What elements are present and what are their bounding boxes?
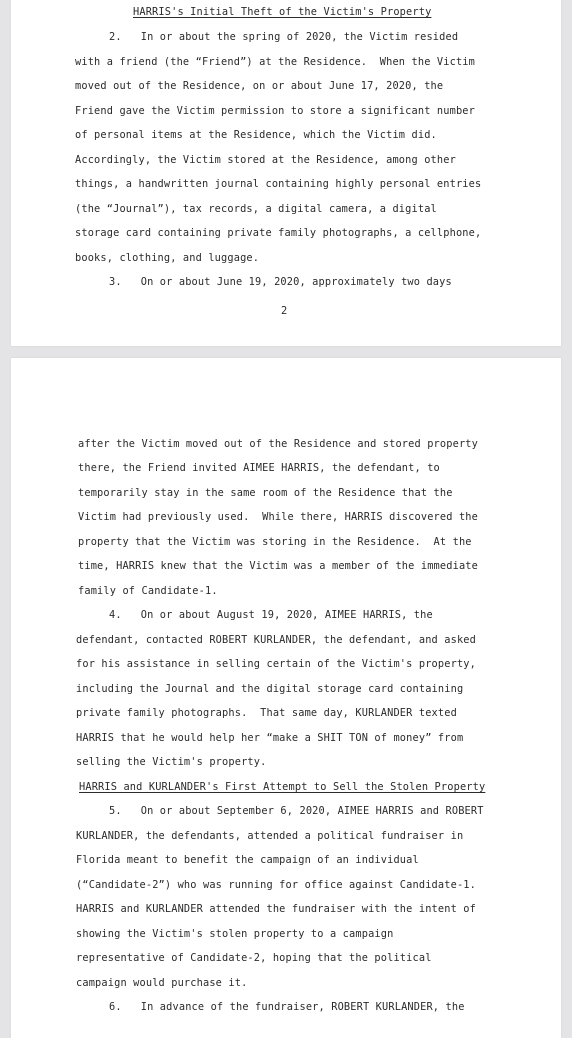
text-line: KURLANDER, the defendants, attended a political fundraiser in	[76, 830, 464, 842]
text-line: showing the Victim's stolen property to a campaign	[76, 928, 394, 940]
text-line: (the “Journal”), tax records, a digital camera, a digital	[75, 203, 437, 215]
text-line: with a friend (the “Friend”) at the Residence. When the Victim	[75, 56, 476, 68]
text-line: HARRIS and KURLANDER attended the fundraiser with the intent of	[76, 903, 477, 915]
text-line: 4. On or about August 19, 2020, AIMEE HARRIS, the	[109, 609, 433, 621]
page-number: 2	[281, 305, 288, 317]
text-line: representative of Candidate-2, hoping that the political	[76, 952, 432, 964]
text-line: including the Journal and the digital storage card containing	[76, 683, 464, 695]
document-page-2	[11, 358, 561, 1038]
text-line: temporarily stay in the same room of the Residence that the	[78, 487, 453, 499]
text-line: HARRIS that he would help her “make a SHIT TON of money” from	[76, 732, 464, 744]
text-line: (“Candidate-2”) who was running for office against Candidate-1.	[76, 879, 477, 891]
text-line: selling the Victim's property.	[76, 756, 267, 768]
text-line: Friend gave the Victim permission to store a significant number	[75, 105, 476, 117]
text-line: books, clothing, and luggage.	[75, 252, 260, 264]
text-line: property that the Victim was storing in the Residence. At the	[78, 536, 472, 548]
text-line: private family photographs. That same day, KURLANDER texted	[76, 707, 457, 719]
text-line: moved out of the Residence, on or about June 17, 2020, the	[75, 80, 444, 92]
text-line: of personal items at the Residence, which the Victim did.	[75, 129, 437, 141]
text-line: Victim had previously used. While there, HARRIS discovered the	[78, 511, 479, 523]
text-line: defendant, contacted ROBERT KURLANDER, the defendant, and asked	[76, 634, 477, 646]
text-line: Accordingly, the Victim stored at the Residence, among other	[75, 154, 456, 166]
text-line: things, a handwritten journal containing highly personal entries	[75, 178, 482, 190]
text-line: there, the Friend invited AIMEE HARRIS, the defendant, to	[78, 462, 440, 474]
text-line: for his assistance in selling certain of the Victim's property,	[76, 658, 477, 670]
text-line: after the Victim moved out of the Residence and stored property	[78, 438, 479, 450]
text-line: 3. On or about June 19, 2020, approximately two days	[109, 276, 452, 288]
text-line: family of Candidate-1.	[78, 585, 218, 597]
document-page-1	[11, 0, 561, 346]
text-line: storage card containing private family photographs, a cellphone,	[75, 227, 482, 239]
text-line: 2. In or about the spring of 2020, the Victim resided	[109, 31, 459, 43]
text-line: Florida meant to benefit the campaign of an individual	[76, 854, 419, 866]
text-line: campaign would purchase it.	[76, 977, 248, 989]
text-line: 5. On or about September 6, 2020, AIMEE HARRIS and ROBERT	[109, 805, 484, 817]
text-line: 6. In advance of the fundraiser, ROBERT KURLANDER, the	[109, 1001, 465, 1013]
text-line: time, HARRIS knew that the Victim was a member of the immediate	[78, 560, 479, 572]
section-heading: HARRIS and KURLANDER's First Attempt to Sell the Stolen Property	[79, 781, 486, 793]
section-heading: HARRIS's Initial Theft of the Victim's Property	[133, 6, 432, 18]
